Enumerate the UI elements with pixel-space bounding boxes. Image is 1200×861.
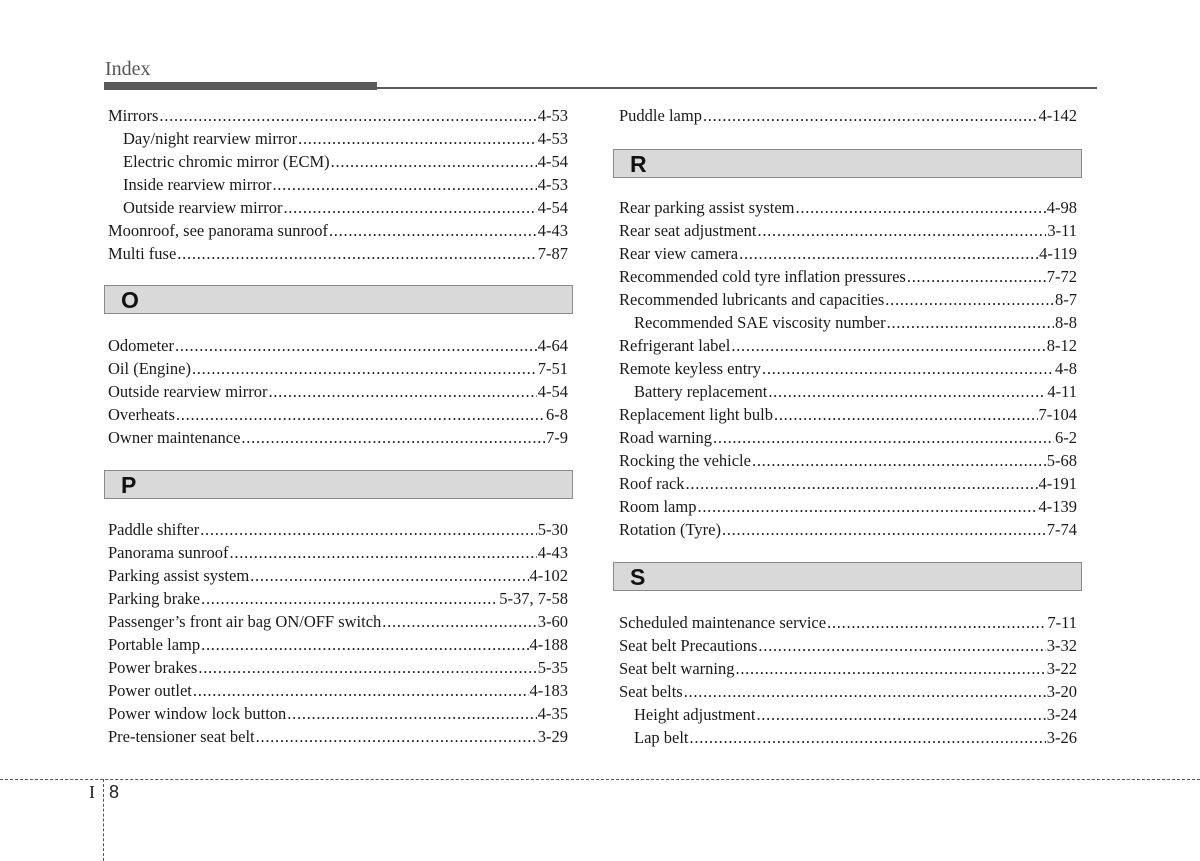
dot-leader	[287, 703, 536, 725]
letter-heading: O	[121, 287, 139, 313]
entry-name: Puddle lamp	[619, 106, 702, 125]
entry-name: Rear view camera	[619, 244, 739, 263]
entry-page-ref: 4-53	[537, 129, 568, 148]
dot-leader	[230, 542, 537, 564]
dot-leader	[272, 174, 536, 196]
index-entry	[108, 680, 568, 702]
entry-name: Battery replacement	[634, 382, 768, 401]
entry-name: Refrigerant label	[619, 336, 731, 355]
entry-name: Seat belts	[619, 682, 683, 701]
letter-bar-s	[613, 562, 1082, 591]
title-bar-accent	[104, 82, 377, 90]
index-entry	[108, 726, 568, 748]
letter-bar-o	[104, 285, 573, 314]
entry-name: Mirrors	[108, 106, 159, 125]
entry-page-ref: 3-60	[537, 612, 568, 631]
index-entry	[619, 658, 1077, 680]
index-entry	[619, 681, 1077, 703]
index-entry	[619, 450, 1077, 472]
index-entry	[108, 611, 568, 633]
entry-page-ref: 7-72	[1046, 267, 1077, 286]
entry-page-ref: 8-12	[1046, 336, 1077, 355]
entry-name: Power brakes	[108, 658, 198, 677]
dot-leader	[686, 473, 1038, 495]
dot-leader	[283, 197, 536, 219]
entry-page-ref: 3-29	[537, 727, 568, 746]
index-entry	[108, 519, 568, 541]
dot-leader	[752, 450, 1046, 472]
dot-leader	[887, 312, 1054, 334]
entry-name: Height adjustment	[634, 705, 756, 724]
index-subentry	[634, 381, 1077, 403]
entry-name: Power outlet	[108, 681, 192, 700]
entry-name: Remote keyless entry	[619, 359, 762, 378]
index-subentry	[123, 128, 568, 150]
index-entry	[619, 243, 1077, 265]
dot-leader	[298, 128, 537, 150]
dot-leader	[159, 105, 536, 127]
index-entry	[108, 427, 568, 449]
entry-name: Odometer	[108, 336, 174, 355]
index-entry	[108, 220, 568, 242]
letter-bar-p	[104, 470, 573, 499]
dot-leader	[739, 243, 1038, 265]
index-entry	[619, 427, 1077, 449]
entry-page-ref: 4-11	[1047, 382, 1077, 401]
index-entry	[108, 703, 568, 725]
entry-name: Road warning	[619, 428, 713, 447]
dot-leader	[703, 105, 1038, 127]
index-entry	[108, 542, 568, 564]
index-entry	[619, 404, 1077, 426]
index-entry	[108, 634, 568, 656]
entry-page-ref: 4-98	[1046, 198, 1077, 217]
dot-leader	[768, 381, 1046, 403]
index-entry	[619, 612, 1077, 634]
entry-page-ref: 4-139	[1038, 497, 1077, 516]
letter-heading: S	[630, 564, 646, 590]
index-subentry	[123, 197, 568, 219]
dot-leader	[201, 634, 528, 656]
dot-leader	[690, 727, 1046, 749]
entry-name: Rotation (Tyre)	[619, 520, 721, 539]
entry-page-ref: 4-35	[537, 704, 568, 723]
entry-name: Multi fuse	[108, 244, 177, 263]
entry-name: Electric chromic mirror (ECM)	[123, 152, 330, 171]
letter-heading: R	[630, 151, 647, 177]
index-entry	[619, 473, 1077, 495]
entry-name: Outside rearview mirror	[123, 198, 283, 217]
title-rule	[377, 87, 1097, 89]
entry-name: Moonroof, see panorama sunroof	[108, 221, 328, 240]
entry-page-ref: 8-8	[1055, 313, 1077, 332]
entry-page-ref: 4-43	[537, 543, 568, 562]
dot-leader	[684, 681, 1046, 703]
entry-name: Seat belt Precautions	[619, 636, 758, 655]
index-subentry	[634, 727, 1077, 749]
dot-leader	[176, 404, 545, 426]
dot-leader	[329, 220, 537, 242]
entry-name: Scheduled maintenance service	[619, 613, 827, 632]
index-subentry	[123, 151, 568, 173]
index-entry	[108, 243, 568, 265]
entry-page-ref: 4-8	[1055, 359, 1077, 378]
entry-page-ref: 4-119	[1039, 244, 1077, 263]
index-entry	[108, 404, 568, 426]
index-entry	[619, 289, 1077, 311]
entry-page-ref: 7-104	[1038, 405, 1077, 424]
entry-name: Rocking the vehicle	[619, 451, 751, 470]
entry-page-ref: 7-51	[537, 359, 568, 378]
index-entry	[619, 519, 1077, 541]
index-entry	[108, 358, 568, 380]
entry-page-ref: 4-102	[529, 566, 568, 585]
index-entry	[619, 266, 1077, 288]
entry-name: Power window lock button	[108, 704, 287, 723]
dot-leader	[200, 519, 537, 541]
index-entry	[108, 335, 568, 357]
entry-name: Outside rearview mirror	[108, 382, 268, 401]
footer-section-letter: I	[89, 782, 95, 802]
entry-name: Roof rack	[619, 474, 685, 493]
entry-name: Passenger’s front air bag ON/OFF switch	[108, 612, 382, 631]
footer-rule	[0, 779, 1200, 780]
entry-page-ref: 3-22	[1046, 659, 1077, 678]
index-entry	[619, 220, 1077, 242]
index-entry	[619, 197, 1077, 219]
entry-page-ref: 5-30	[537, 520, 568, 539]
dot-leader	[177, 243, 536, 265]
entry-name: Rear parking assist system	[619, 198, 795, 217]
entry-name: Lap belt	[634, 728, 689, 747]
entry-page-ref: 4-142	[1038, 106, 1077, 125]
entry-page-ref: 3-32	[1046, 636, 1077, 655]
entry-page-ref: 4-54	[537, 382, 568, 401]
entry-name: Recommended cold tyre inflation pressures	[619, 267, 906, 286]
index-entry	[619, 105, 1077, 127]
entry-name: Oil (Engine)	[108, 359, 191, 378]
entry-page-ref: 6-2	[1055, 428, 1077, 447]
entry-page-ref: 4-53	[537, 175, 568, 194]
entry-name: Parking assist system	[108, 566, 250, 585]
entry-page-ref: 4-43	[537, 221, 568, 240]
index-subentry	[123, 174, 568, 196]
index-entry	[108, 565, 568, 587]
index-entry	[619, 496, 1077, 518]
dot-leader	[382, 611, 536, 633]
entry-name: Seat belt warning	[619, 659, 735, 678]
entry-page-ref: 4-188	[529, 635, 568, 654]
entry-name: Parking brake	[108, 589, 201, 608]
dot-leader	[731, 335, 1045, 357]
dot-leader	[757, 220, 1046, 242]
index-entry	[108, 588, 568, 610]
entry-page-ref: 4-64	[537, 336, 568, 355]
dot-leader	[193, 680, 529, 702]
dot-leader	[192, 358, 537, 380]
entry-name: Room lamp	[619, 497, 697, 516]
dot-leader	[762, 358, 1054, 380]
dot-leader	[722, 519, 1046, 541]
index-entry	[619, 358, 1077, 380]
entry-page-ref: 4-54	[537, 152, 568, 171]
dot-leader	[198, 657, 536, 679]
dot-leader	[796, 197, 1046, 219]
entry-name: Overheats	[108, 405, 175, 424]
dot-leader	[175, 335, 537, 357]
entry-name: Rear seat adjustment	[619, 221, 757, 240]
entry-name: Inside rearview mirror	[123, 175, 272, 194]
footer-page-number: 8	[109, 782, 120, 802]
dot-leader	[697, 496, 1037, 518]
letter-bar-r	[613, 149, 1082, 178]
entry-page-ref: 3-24	[1046, 705, 1077, 724]
dot-leader	[256, 726, 537, 748]
entry-page-ref: 4-54	[537, 198, 568, 217]
entry-page-ref: 3-26	[1046, 728, 1077, 747]
entry-page-ref: 5-35	[537, 658, 568, 677]
entry-page-ref: 3-11	[1047, 221, 1077, 240]
entry-page-ref: 5-37, 7-58	[499, 589, 568, 608]
dot-leader	[735, 658, 1045, 680]
entry-name: Day/night rearview mirror	[123, 129, 298, 148]
entry-page-ref: 7-74	[1046, 520, 1077, 539]
dot-leader	[241, 427, 545, 449]
index-entry	[108, 657, 568, 679]
index-entry	[108, 381, 568, 403]
entry-name: Recommended SAE viscosity number	[634, 313, 886, 332]
entry-page-ref: 4-191	[1038, 474, 1077, 493]
entry-name: Paddle shifter	[108, 520, 200, 539]
index-subentry	[634, 704, 1077, 726]
dot-leader	[907, 266, 1046, 288]
entry-page-ref: 7-87	[537, 244, 568, 263]
entry-name: Owner maintenance	[108, 428, 241, 447]
entry-name: Replacement light bulb	[619, 405, 773, 424]
entry-page-ref: 7-11	[1047, 613, 1077, 632]
dot-leader	[827, 612, 1046, 634]
entry-page-ref: 4-183	[529, 681, 568, 700]
index-entry	[619, 335, 1077, 357]
index-entry	[619, 635, 1077, 657]
dot-leader	[713, 427, 1054, 449]
entry-page-ref: 5-68	[1046, 451, 1077, 470]
dot-leader	[250, 565, 528, 587]
entry-name: Recommended lubricants and capacities	[619, 290, 885, 309]
entry-page-ref: 6-8	[546, 405, 568, 424]
entry-page-ref: 8-7	[1055, 290, 1077, 309]
letter-heading: P	[121, 472, 137, 498]
entry-name: Panorama sunroof	[108, 543, 229, 562]
entry-name: Pre-tensioner seat belt	[108, 727, 255, 746]
dot-leader	[756, 704, 1045, 726]
footer-margin-rule	[103, 779, 104, 861]
dot-leader	[758, 635, 1045, 657]
dot-leader	[331, 151, 537, 173]
entry-page-ref: 4-53	[537, 106, 568, 125]
index-subentry	[634, 312, 1077, 334]
page-title: Index	[105, 58, 151, 80]
dot-leader	[774, 404, 1038, 426]
dot-leader	[201, 588, 498, 610]
dot-leader	[885, 289, 1054, 311]
dot-leader	[268, 381, 536, 403]
index-entry	[108, 105, 568, 127]
entry-name: Portable lamp	[108, 635, 201, 654]
entry-page-ref: 7-9	[546, 428, 568, 447]
entry-page-ref: 3-20	[1046, 682, 1077, 701]
